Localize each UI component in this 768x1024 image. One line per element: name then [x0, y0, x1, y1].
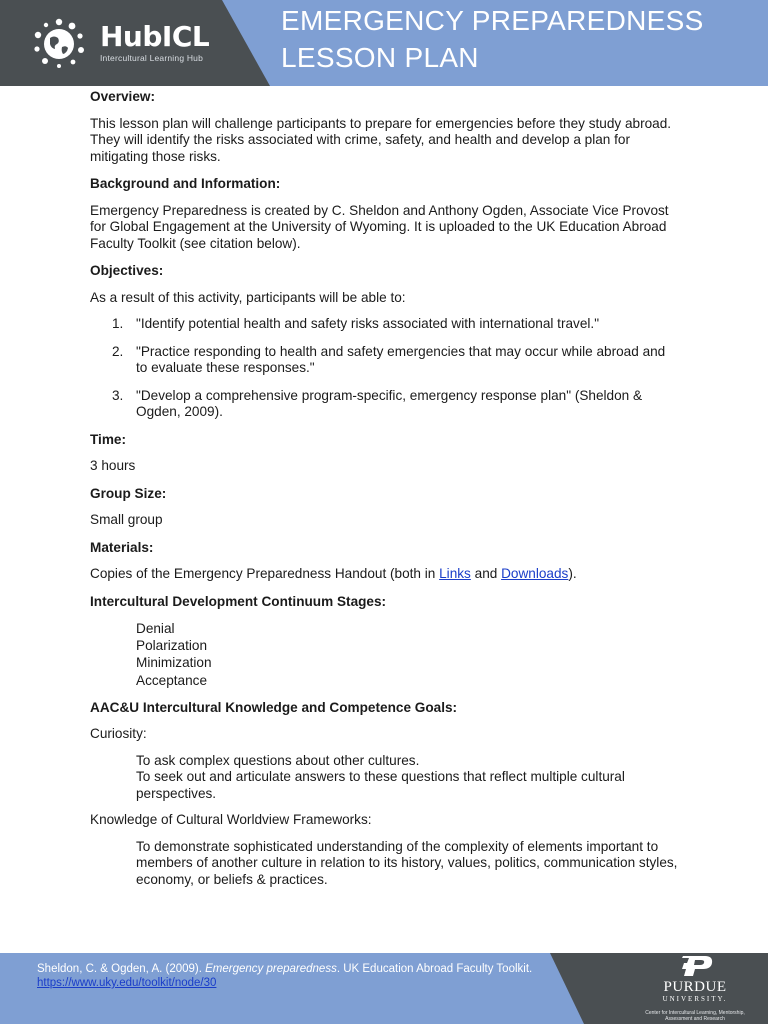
- curiosity-goals: [90, 753, 680, 803]
- group-size-heading: Group Size:: [90, 485, 167, 501]
- objective-item: [112, 387, 680, 421]
- curiosity-goal: To seek out and articulate answers to these questions that reflect multiple cultural perspectives.: [136, 769, 625, 801]
- hubicl-logo[interactable]: [28, 14, 209, 70]
- materials-middle: and: [470, 566, 502, 581]
- overview-text: This lesson plan will challenge participants to prepare for emergencies before they study abroad. They will identify the risks associated with crime, safety, and health and develop a plan for mitigating those risks.: [90, 115, 672, 164]
- time-text: 3 hours: [90, 458, 136, 473]
- citation-title: Emergency preparedness: [205, 963, 337, 975]
- citation-text: [37, 962, 557, 990]
- idc-heading: Intercultural Development Continuum Stages:: [90, 593, 387, 609]
- purdue-department: Center for Intercultural Learning, Mentorship, Assessment and Research: [645, 1010, 745, 1022]
- time-heading: Time:: [90, 431, 127, 447]
- overview-heading: Overview:: [90, 89, 155, 104]
- globe-people-icon: [28, 14, 90, 70]
- purdue-university: UNIVERSITY.: [662, 995, 728, 1003]
- downloads-link[interactable]: Downloads: [501, 566, 569, 581]
- page-title: EMERGENCY PREPAREDNESS LESSON PLAN: [281, 5, 704, 73]
- objectives-intro: As a result of this activity, participants will be able to:: [90, 289, 406, 305]
- citation-suffix: . UK Education Abroad Faculty Toolkit.: [336, 963, 533, 975]
- objective-item: [112, 343, 680, 377]
- purdue-wordmark: PURDUE: [663, 979, 727, 995]
- objective-text: "Practice responding to health and safety emergencies that may occur while abroad and to evaluate these responses.": [136, 343, 666, 375]
- purdue-p-icon: [675, 955, 715, 977]
- objective-number: 1.: [112, 316, 124, 331]
- idc-stage: Acceptance: [136, 672, 208, 688]
- materials-text: [90, 566, 680, 583]
- logo-tagline: Intercultural Learning Hub: [100, 52, 204, 63]
- group-size-text: Small group: [90, 512, 163, 527]
- idc-stage: Polarization: [136, 638, 208, 654]
- objective-text: "Identify potential health and safety risks associated with international travel.": [136, 316, 600, 331]
- knowledge-goal: To demonstrate sophisticated understanding of the complexity of elements important to members of another culture in relation to its history, values, politics, communication styles, economy, or beliefs & practices.: [136, 838, 678, 887]
- idc-stage: Minimization: [136, 655, 212, 671]
- materials-prefix: Copies of the Emergency Preparedness Handout (both in: [90, 566, 440, 581]
- materials-heading: Materials:: [90, 539, 154, 555]
- materials-suffix: ).: [568, 566, 577, 581]
- logo-wordmark: HubICL: [100, 19, 210, 53]
- curiosity-label: Curiosity:: [90, 726, 147, 742]
- citation-link[interactable]: https://www.uky.edu/toolkit/node/30: [37, 977, 217, 989]
- lesson-content: [90, 88, 680, 888]
- objective-item: [112, 316, 680, 333]
- background-heading: Background and Information:: [90, 176, 281, 191]
- objective-text: "Develop a comprehensive program-specific, emergency response plan" (Sheldon & Ogden, 2009).: [136, 387, 643, 419]
- purdue-logo[interactable]: [640, 955, 750, 1022]
- objective-number: 2.: [112, 343, 124, 359]
- idc-stage-list: [90, 620, 680, 689]
- objective-number: 3.: [112, 387, 124, 403]
- objectives-list: [90, 316, 680, 421]
- knowledge-label: Knowledge of Cultural Worldview Frameworks:: [90, 812, 372, 828]
- idc-stage: Denial: [136, 621, 175, 636]
- aacu-heading: AAC&U Intercultural Knowledge and Competence Goals:: [90, 699, 458, 715]
- background-text: Emergency Preparedness is created by C. Sheldon and Anthony Ogden, Associate Vice Provost for Global Engagement at the University of Wyoming. It is uploaded to the UK Education Abroad Faculty Toolkit (see citation below).: [90, 202, 669, 251]
- links-link[interactable]: Links: [439, 566, 471, 581]
- curiosity-goal: To ask complex questions about other cultures.: [136, 752, 420, 768]
- objectives-heading: Objectives:: [90, 263, 164, 278]
- citation-prefix: Sheldon, C. & Ogden, A. (2009).: [37, 963, 206, 975]
